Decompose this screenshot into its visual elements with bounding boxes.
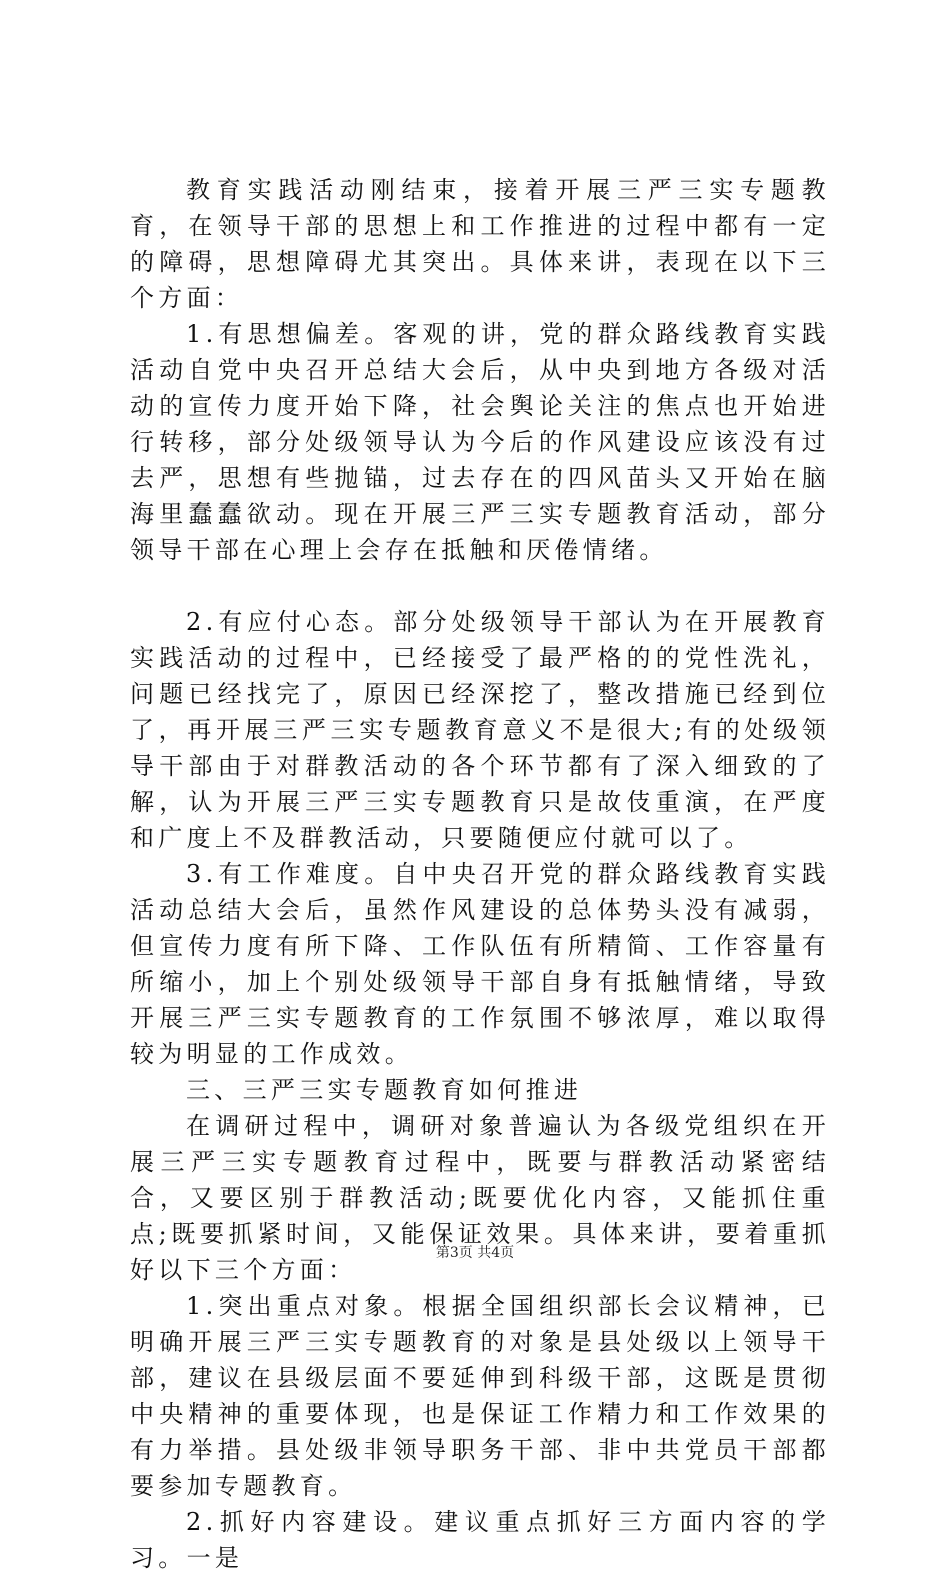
paragraph-point-2: 2.有应付心态。部分处级领导干部认为在开展教育实践活动的过程中，已经接受了最严格的的党性洗礼，问题已经找完了，原因已经深挖了，整改措施已经到位了，再开展三严三实专题教育意义不是很大;有的处级领导干部由于对群教活动的各个环节都有了深入细致的了解，认为开展三严三实专题教育只是故伎重演，在严度和广度上不及群教活动，只要随便应付就可以了。 bbox=[130, 608, 830, 852]
paragraph-intro: 教育实践活动刚结束，接着开展三严三实专题教育，在领导干部的思想上和工作推进的过程中都有一定的障碍，思想障碍尤其突出。具体来讲，表现在以下三个方面： bbox=[130, 176, 830, 312]
paragraph-focus-targets: 1.突出重点对象。根据全国组织部长会议精神，已明确开展三严三实专题教育的对象是县处级以上领导干部，建议在县级层面不要延伸到科级干部，这既是贯彻中央精神的重要体现，也是保证工作精力和工作效果的有力举措。县处级非领导职务干部、非中共党员干部都要参加专题教育。 bbox=[130, 1292, 830, 1500]
page-number-footer: 第3页 共4页 bbox=[435, 1245, 515, 1261]
section-heading: 三、三严三实专题教育如何推进 bbox=[186, 1076, 583, 1104]
document-body bbox=[130, 172, 830, 1576]
paragraph-research: 在调研过程中，调研对象普遍认为各级党组织在开展三严三实专题教育过程中，既要与群教活动紧密结合，又要区别于群教活动;既要优化内容，又能抓住重点;既要抓紧时间，又能保证效果。具体来讲，要着重抓好以下三个方面： bbox=[130, 1112, 830, 1284]
paragraph-point-3: 3.有工作难度。自中央召开党的群众路线教育实践活动总结大会后，虽然作风建设的总体势头没有减弱，但宣传力度有所下降、工作队伍有所精简、工作容量有所缩小，加上个别处级领导干部自身有抵触情绪，导致开展三严三实专题教育的工作氛围不够浓厚，难以取得较为明显的工作成效。 bbox=[130, 860, 830, 1068]
paragraph-point-1: 1.有思想偏差。客观的讲，党的群众路线教育实践活动自党中央召开总结大会后，从中央到地方各级对活动的宣传力度开始下降，社会舆论关注的焦点也开始进行转移，部分处级领导认为今后的作风建设应该没有过去严，思想有些抛锚，过去存在的四风苗头又开始在脑海里蠢蠢欲动。现在开展三严三实专题教育活动，部分领导干部在心理上会存在抵触和厌倦情绪。 bbox=[130, 320, 830, 564]
paragraph-content-building: 2.抓好内容建设。建议重点抓好三方面内容的学习。一是 bbox=[130, 1508, 830, 1572]
